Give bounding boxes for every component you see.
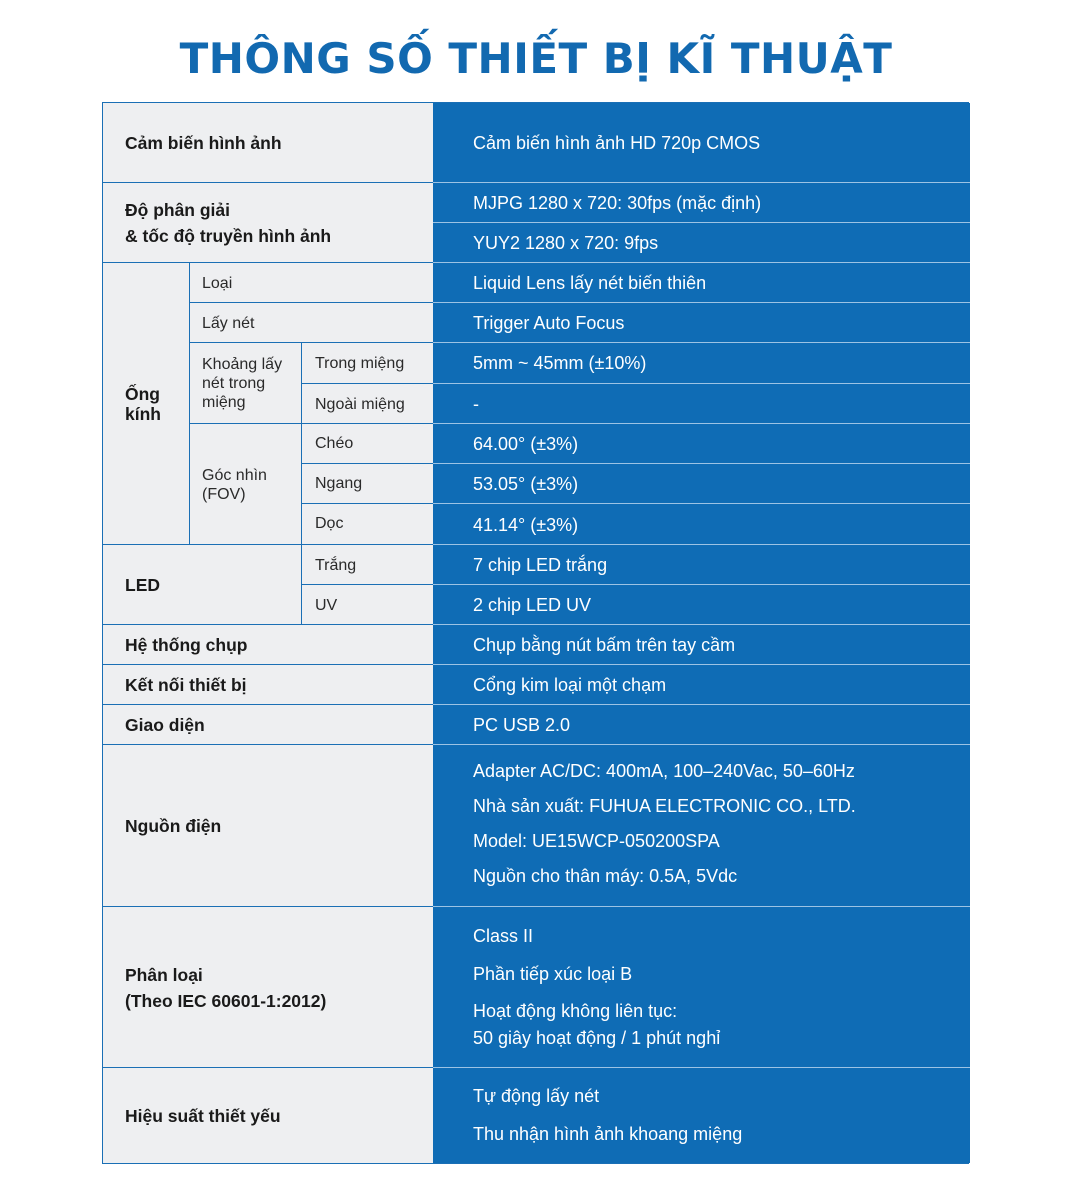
outside-mouth-value: - (473, 394, 479, 414)
focus-distance-label-line3: miệng (202, 394, 246, 411)
divider (301, 463, 433, 464)
capture-value: Chụp bằng nút bấm trên tay cầm (473, 635, 736, 655)
divider (433, 222, 970, 223)
fov-vertical-label: Dọc (315, 514, 344, 532)
divider (301, 383, 433, 384)
resolution-label-line2: & tốc độ truyền hình ảnh (125, 226, 332, 246)
classification-line-2: Phần tiếp xúc loại B (473, 964, 633, 984)
divider (301, 584, 433, 585)
power-line-1: Adapter AC/DC: 400mA, 100–240Vac, 50–60Hz (473, 761, 855, 781)
performance-label: Hiệu suất thiết yếu (125, 1105, 281, 1126)
led-white-value: 7 chip LED trắng (473, 555, 608, 575)
capture-label: Hệ thống chụp (125, 635, 248, 655)
page-title: THÔNG SỐ THIẾT BỊ KĨ THUẬT (179, 34, 893, 83)
fov-diagonal-value: 64.00° (±3%) (473, 434, 579, 454)
lens-type-label: Loại (202, 274, 233, 292)
outside-mouth-label: Ngoài miệng (315, 395, 405, 413)
lens-label-line1: Ống (125, 384, 160, 404)
interface-label: Giao diện (125, 715, 205, 735)
classification-line-1: Class II (473, 926, 534, 946)
divider (103, 182, 433, 183)
classification-label-line1: Phân loại (125, 964, 203, 985)
divider (433, 906, 970, 907)
divider (433, 463, 970, 464)
classification-line-4: 50 giây hoạt động / 1 phút nghỉ (473, 1028, 721, 1048)
divider (103, 704, 433, 705)
connection-value: Cổng kim loại một chạm (473, 675, 667, 695)
fov-vertical-value: 41.14° (±3%) (473, 514, 579, 535)
divider (103, 544, 433, 545)
divider (433, 624, 970, 625)
sensor-label: Cảm biến hình ảnh (125, 133, 282, 153)
divider (433, 302, 970, 303)
divider (103, 664, 433, 665)
power-line-2: Nhà sản xuất: FUHUA ELECTRONIC CO., LTD. (473, 796, 856, 816)
lens-focus-value: Trigger Auto Focus (473, 313, 625, 333)
performance-line-2: Thu nhận hình ảnh khoang miệng (473, 1124, 743, 1144)
divider (189, 302, 433, 303)
focus-distance-label (202, 343, 302, 424)
power-line-3: Model: UE15WCP-050200SPA (473, 831, 720, 851)
divider (433, 262, 970, 263)
classification-label (103, 907, 433, 1068)
led-uv-value: 2 chip LED UV (473, 595, 592, 615)
divider (103, 906, 433, 907)
divider (433, 584, 970, 585)
interface-value: PC USB 2.0 (473, 715, 571, 735)
inside-mouth-value: 5mm ~ 45mm (±10%) (473, 353, 647, 373)
divider (433, 664, 970, 665)
classification-line-3: Hoạt động không liên tục: (473, 1001, 678, 1021)
divider (103, 1067, 433, 1068)
divider (433, 503, 970, 504)
lens-label (103, 263, 189, 545)
focus-distance-label-line2: nét trong (202, 375, 266, 392)
focus-distance-label-line1: Khoảng lấy (202, 356, 283, 373)
led-white-label: Trắng (315, 556, 357, 574)
inside-mouth-label: Trong miệng (315, 354, 405, 372)
lens-focus-label: Lấy nét (202, 314, 255, 332)
divider (433, 423, 970, 424)
led-label: LED (125, 575, 160, 595)
divider (433, 182, 970, 183)
connection-label: Kết nối thiết bị (125, 675, 247, 695)
divider (433, 383, 970, 384)
divider (301, 503, 433, 504)
divider (189, 262, 190, 545)
power-label: Nguồn điện (125, 816, 222, 836)
divider (301, 343, 302, 625)
fov-label (202, 424, 302, 545)
spec-table (102, 102, 969, 1164)
power-line-4: Nguồn cho thân máy: 0.5A, 5Vdc (473, 866, 738, 886)
divider (433, 544, 970, 545)
divider (433, 704, 970, 705)
fov-label-line1: Góc nhìn (202, 466, 267, 484)
resolution-value-2: YUY2 1280 x 720: 9fps (473, 233, 659, 253)
divider (433, 744, 970, 745)
divider (189, 423, 433, 424)
divider (103, 262, 433, 263)
resolution-label-line1: Độ phân giải (125, 200, 230, 220)
led-uv-label: UV (315, 596, 338, 614)
fov-diagonal-label: Chéo (315, 434, 354, 452)
sensor-value: Cảm biến hình ảnh HD 720p CMOS (473, 133, 761, 153)
fov-horizontal-label: Ngang (315, 474, 363, 492)
fov-label-line2: (FOV) (202, 485, 246, 503)
classification-label-line2: (Theo IEC 60601-1:2012) (125, 990, 327, 1011)
fov-horizontal-value: 53.05° (±3%) (473, 474, 579, 494)
lens-label-line2: kính (125, 404, 161, 424)
divider (433, 342, 970, 343)
resolution-label (103, 183, 433, 263)
performance-line-1: Tự động lấy nét (473, 1086, 600, 1106)
divider (103, 744, 433, 745)
resolution-value-1: MJPG 1280 x 720: 30fps (mặc định) (473, 193, 762, 213)
divider (189, 342, 433, 343)
lens-type-value: Liquid Lens lấy nét biến thiên (473, 273, 707, 293)
divider (103, 624, 433, 625)
divider (433, 1067, 970, 1068)
